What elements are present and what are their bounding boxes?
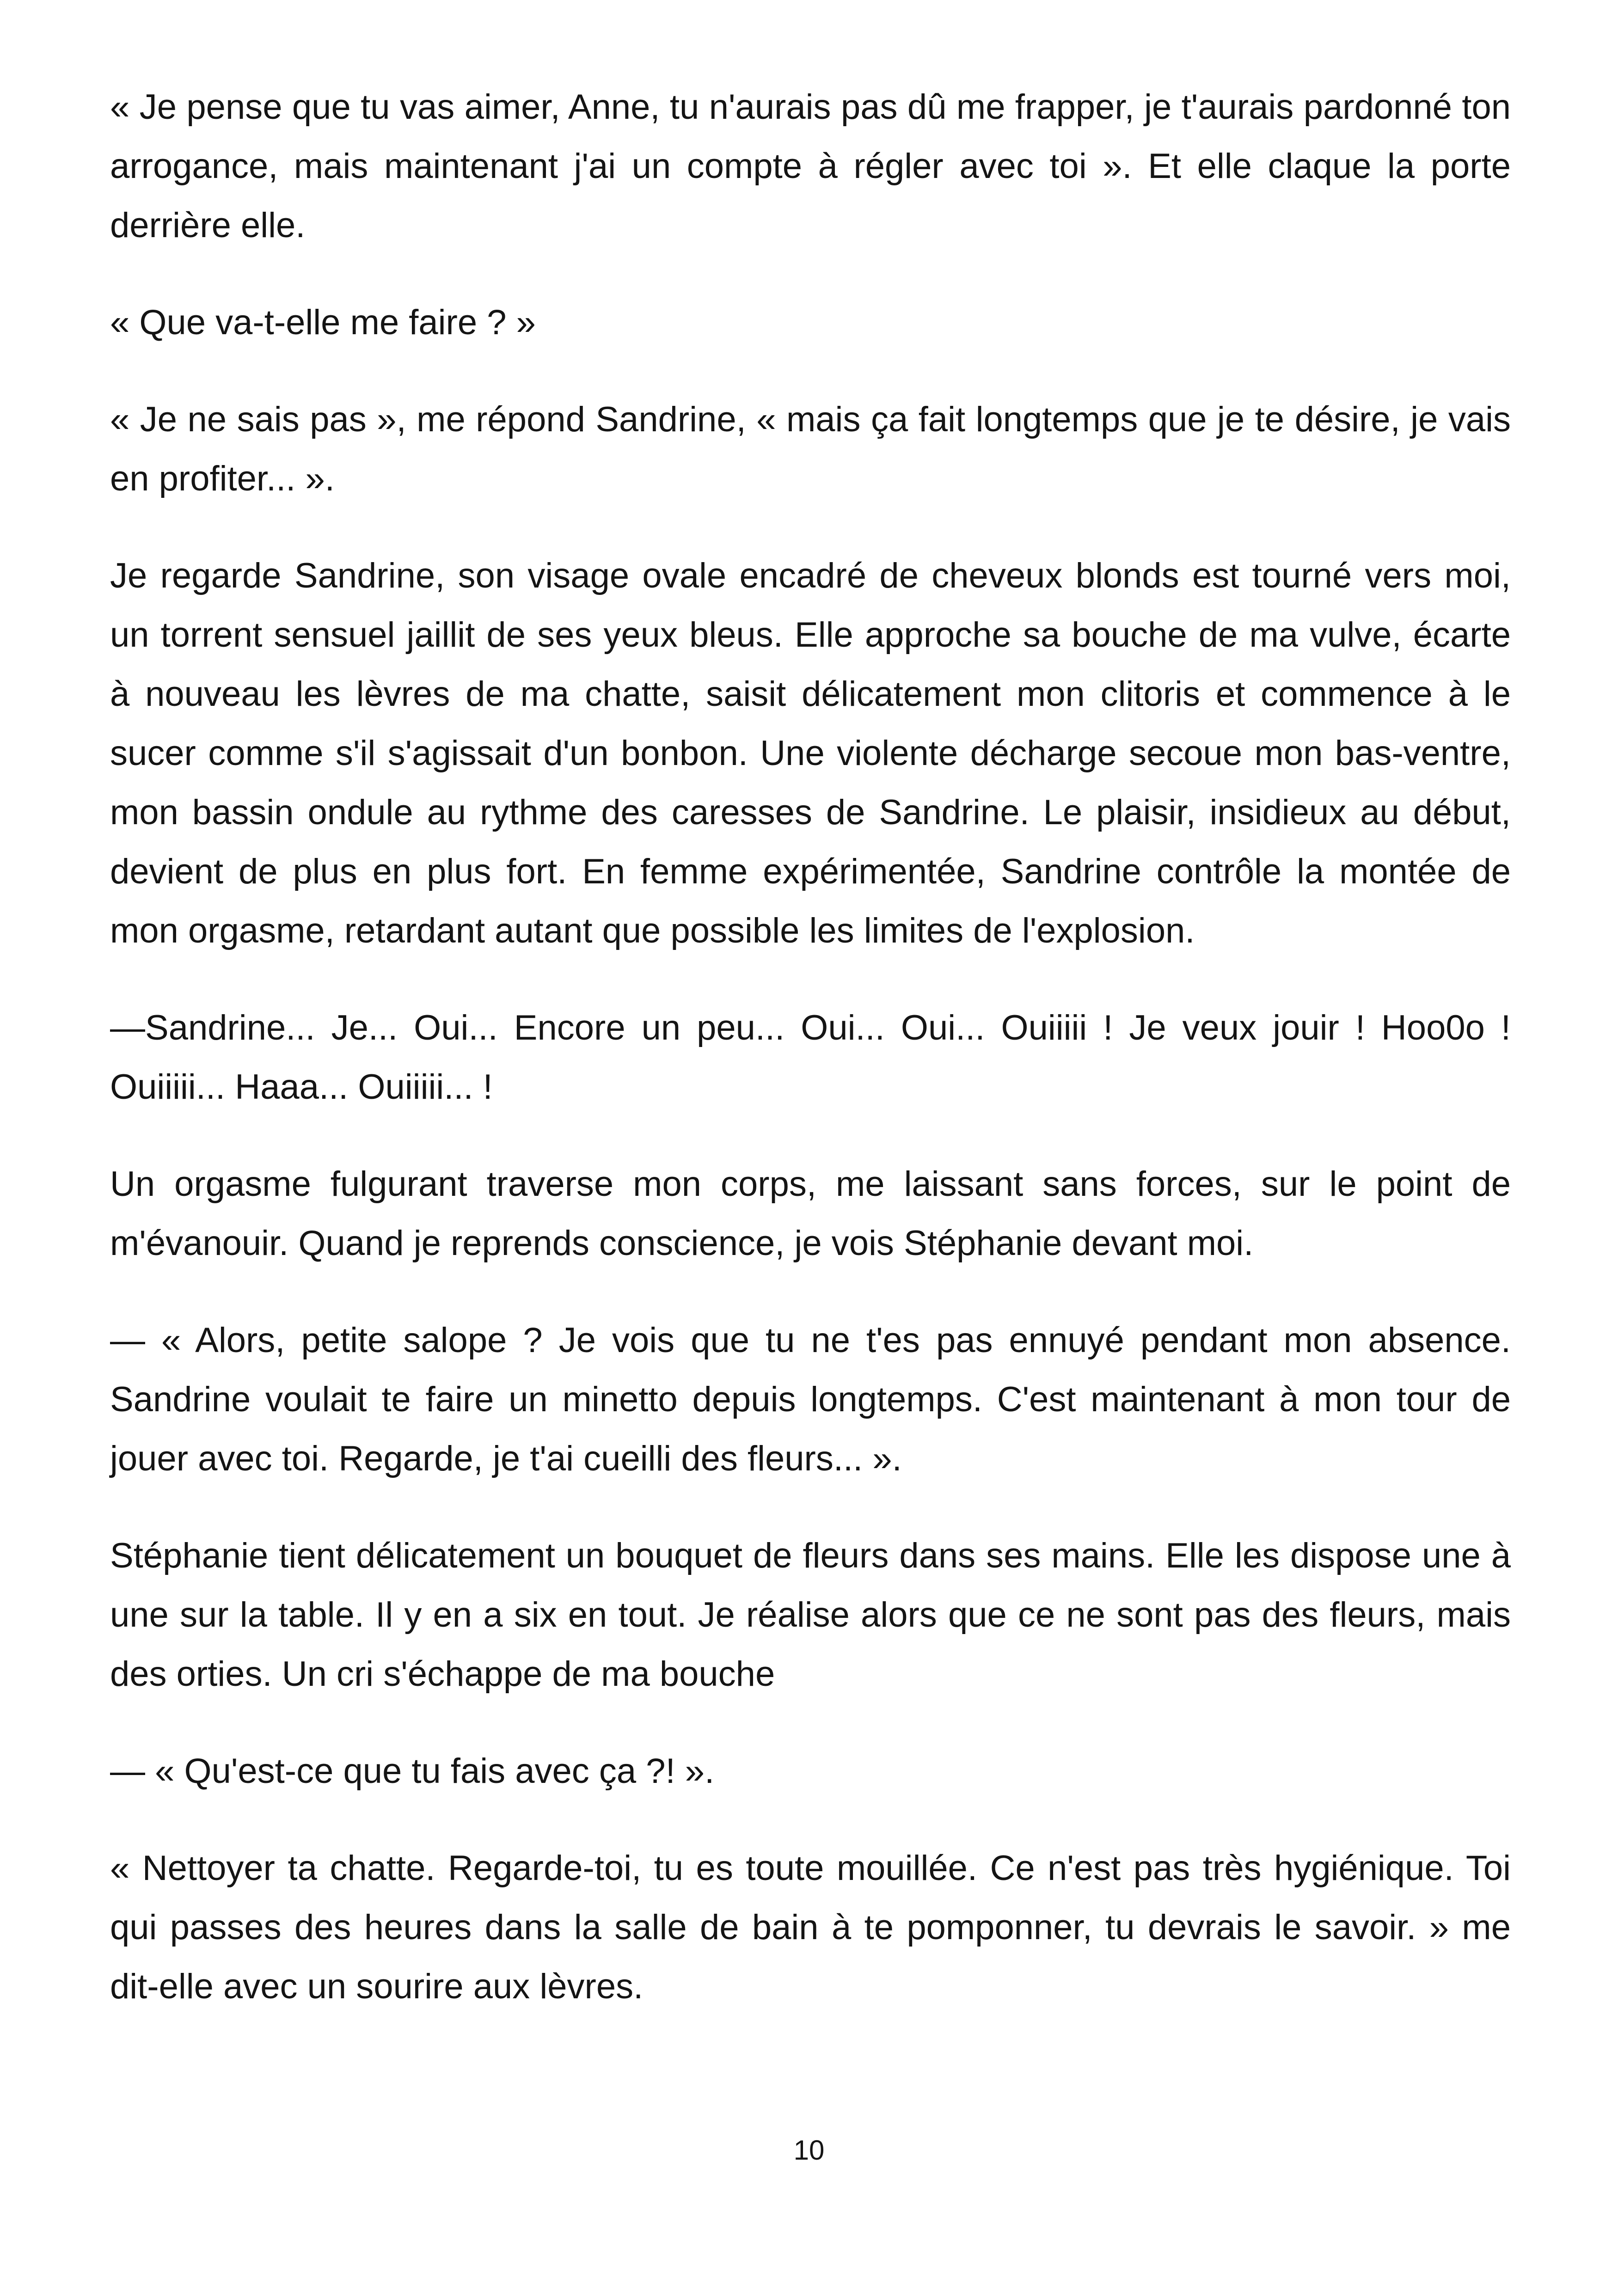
- paragraph: Stéphanie tient délicatement un bouquet de fleurs dans ses mains. Elle les dispose une à une sur la table. Il y en a six en tout. Je réalise alors que ce ne sont pas des fleurs, mais des orties. Un cri s'échappe de ma bouche: [110, 1536, 1511, 1694]
- paragraph: « Que va-t-elle me faire ? »: [110, 303, 536, 342]
- paragraph: Un orgasme fulgurant traverse mon corps, me laissant sans forces, sur le point de m'évanouir. Quand je reprends conscience, je vois Stéphanie devant moi.: [110, 1164, 1511, 1263]
- paragraph: « Je ne sais pas », me répond Sandrine, « mais ça fait longtemps que je te désire, je vais en profiter... ».: [110, 400, 1511, 498]
- paragraph: Je regarde Sandrine, son visage ovale encadré de cheveux blonds est tourné vers moi, un torrent sensuel jaillit de ses yeux bleus. Elle approche sa bouche de ma vulve, écarte à nouveau les lèvres de ma chatte, saisit délicatement mon clitoris et commence à le sucer comme s'il s'agissait d'un bonbon. Une violente décharge secoue mon bas-ventre, mon bassin ondule au rythme des caresses de Sandrine. Le plaisir, insidieux au début, devient de plus en plus fort. En femme expérimentée, Sandrine contrôle la montée de mon orgasme, retardant autant que possible les limites de l'explosion.: [110, 556, 1511, 950]
- paragraph: —Sandrine... Je... Oui... Encore un peu... Oui... Oui... Ouiiiii ! Je veux jouir ! Hoo0o ! Ouiiiii... Haaa... Ouiiiii... !: [110, 1008, 1511, 1107]
- text-body: [110, 78, 1511, 2054]
- page-number: 10: [793, 2135, 825, 2166]
- paragraph: — « Alors, petite salope ? Je vois que tu ne t'es pas ennuyé pendant mon absence. Sandrine voulait te faire un minetto depuis longtemps. C'est maintenant à mon tour de jouer avec toi. Regarde, je t'ai cueilli des fleurs... ».: [110, 1321, 1511, 1478]
- paragraph: — « Qu'est-ce que tu fais avec ça ?! ».: [110, 1751, 715, 1791]
- paragraph: « Nettoyer ta chatte. Regarde-toi, tu es toute mouillée. Ce n'est pas très hygiénique. Toi qui passes des heures dans la salle de bain à te pomponner, tu devrais le savoir. » me dit-elle avec un sourire aux lèvres.: [110, 1849, 1511, 2006]
- paragraph: « Je pense que tu vas aimer, Anne, tu n'aurais pas dû me frapper, je t'aurais pardonné ton arrogance, mais maintenant j'ai un compte à régler avec toi ». Et elle claque la porte derrière elle.: [110, 87, 1511, 245]
